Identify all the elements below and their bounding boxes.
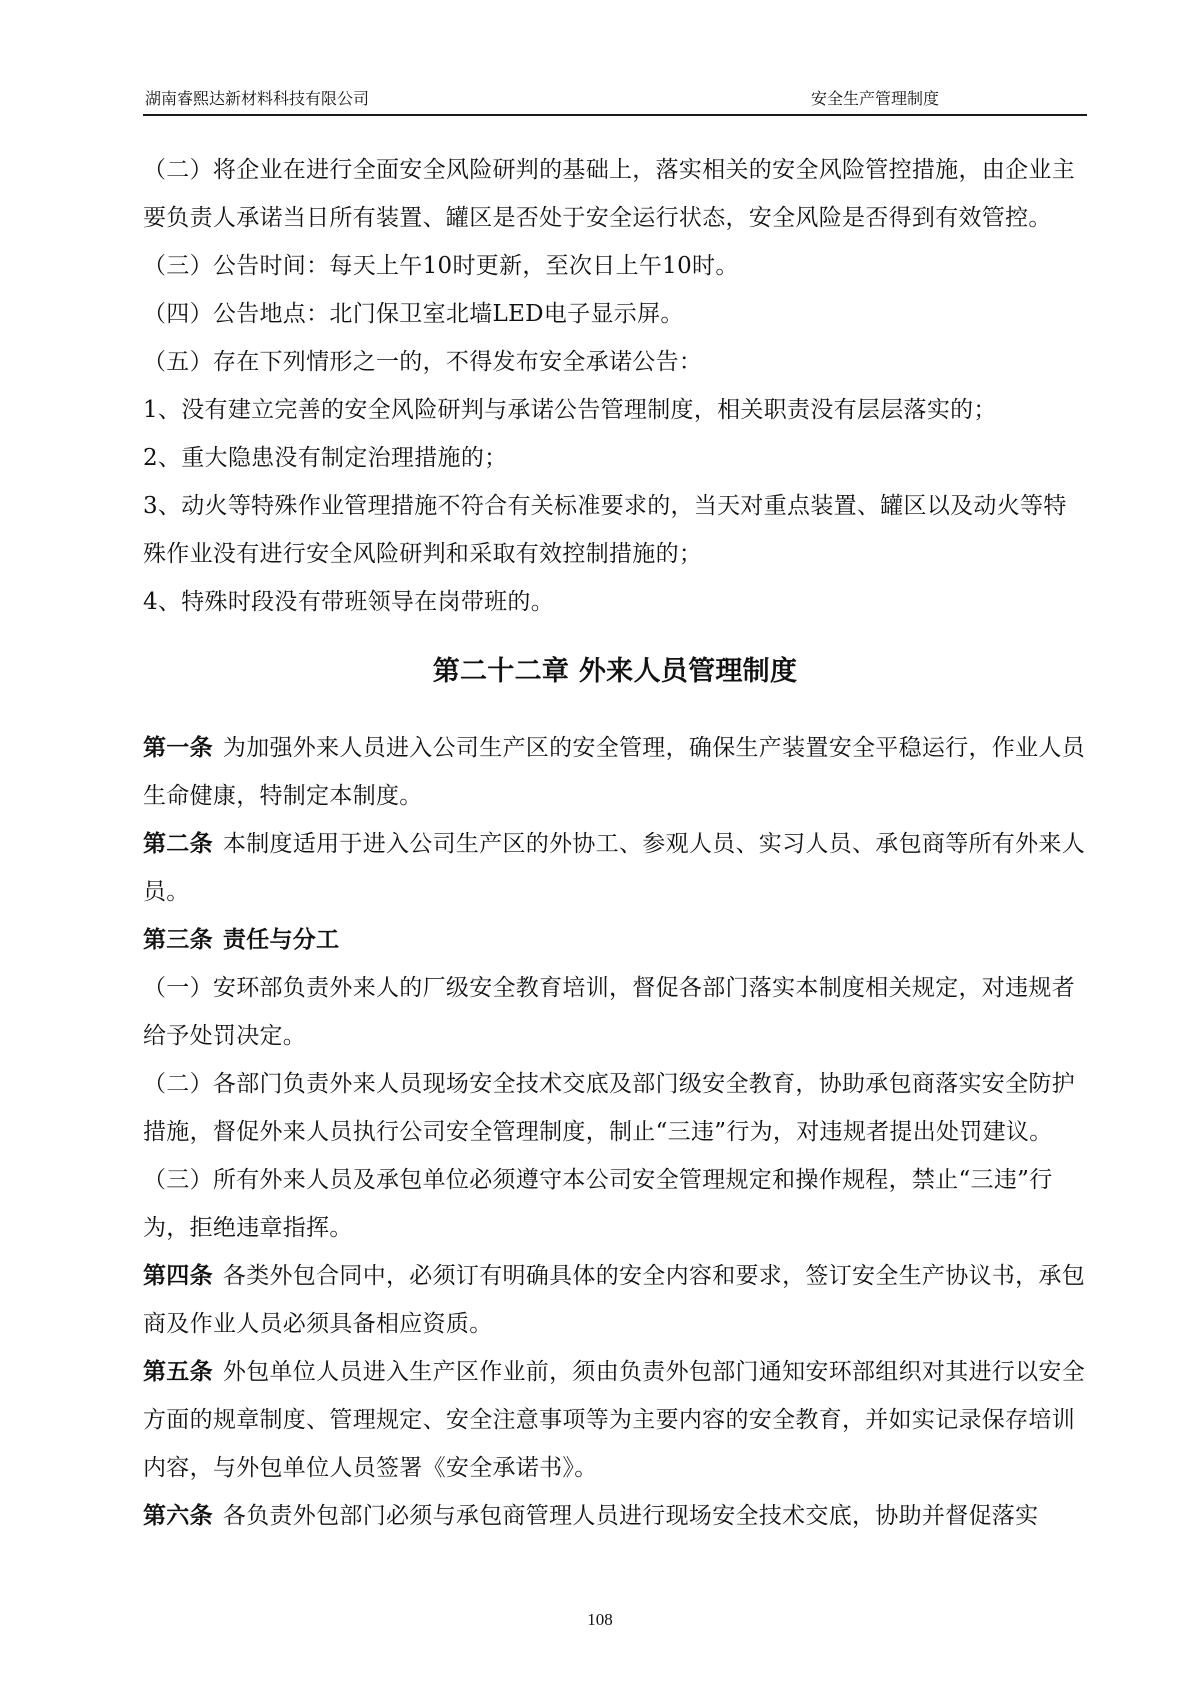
document-title: 安全生产管理制度 bbox=[811, 89, 940, 108]
page-header bbox=[143, 82, 1087, 116]
paragraph: （五）存在下列情形之一的，不得发布安全承诺公告： bbox=[143, 349, 703, 375]
article-1 bbox=[143, 724, 1087, 820]
article-text: 为加强外来人员进入公司生产区的安全管理，确保生产装置安全平稳运行，作业人员生命健康，特制定本制度。 bbox=[143, 735, 1086, 809]
article-label: 第六条 bbox=[143, 1503, 213, 1529]
sub-clause: （二）各部门负责外来人员现场安全技术交底及部门级安全教育，协助承包商落实安全防护措施，督促外来人员执行公司安全管理制度，制止“三违”行为，对违规者提出处罚建议。 bbox=[143, 1071, 1075, 1145]
article-text: 各负责外包部门必须与承包商管理人员进行现场安全技术交底，协助并督促落实 bbox=[222, 1503, 1039, 1529]
document-body bbox=[143, 146, 1087, 1540]
company-name: 湖南睿熙达新材料科技有限公司 bbox=[145, 89, 370, 108]
article-label: 第二条 bbox=[143, 831, 213, 857]
article-3 bbox=[143, 916, 1087, 964]
article-label: 第三条 bbox=[143, 927, 213, 953]
article-heading: 责任与分工 bbox=[222, 927, 340, 953]
article-text: 外包单位人员进入生产区作业前，须由负责外包部门通知安环部组织对其进行以安全方面的规章制度、管理规定、安全注意事项等为主要内容的安全教育，并如实记录保存培训内容，与外包单位人员签署《安全承诺书》。 bbox=[143, 1359, 1086, 1481]
article-text: 本制度适用于进入公司生产区的外协工、参观人员、实习人员、承包商等所有外来人员。 bbox=[143, 831, 1086, 905]
article-label: 第五条 bbox=[143, 1359, 213, 1385]
list-item: 4、特殊时段没有带班领导在岗带班的。 bbox=[143, 589, 555, 615]
paragraph: （四）公告地点：北门保卫室北墙LED电子显示屏。 bbox=[143, 301, 684, 327]
paragraph: （三）公告时间：每天上午10时更新，至次日上午10时。 bbox=[143, 253, 739, 279]
article-4 bbox=[143, 1252, 1087, 1348]
page-number: 108 bbox=[587, 1610, 613, 1629]
article-label: 第四条 bbox=[143, 1263, 213, 1289]
article-label: 第一条 bbox=[143, 735, 213, 761]
chapter-heading: 第二十二章 外来人员管理制度 bbox=[432, 656, 798, 687]
article-6 bbox=[143, 1492, 1087, 1540]
list-item: 3、动火等特殊作业管理措施不符合有关标准要求的，当天对重点装置、罐区以及动火等特殊作业没有进行安全风险研判和采取有效控制措施的； bbox=[143, 493, 1067, 567]
list-item: 1、没有建立完善的安全风险研判与承诺公告管理制度，相关职责没有层层落实的； bbox=[143, 397, 997, 423]
article-2 bbox=[143, 820, 1087, 916]
sub-clause: （三）所有外来人员及承包单位必须遵守本公司安全管理规定和操作规程，禁止“三违”行为，拒绝违章指挥。 bbox=[143, 1167, 1053, 1241]
article-text: 各类外包合同中，必须订有明确具体的安全内容和要求，签订安全生产协议书，承包商及作业人员必须具备相应资质。 bbox=[143, 1263, 1086, 1337]
paragraph: （二）将企业在进行全面安全风险研判的基础上，落实相关的安全风险管控措施，由企业主要负责人承诺当日所有装置、罐区是否处于安全运行状态，安全风险是否得到有效管控。 bbox=[143, 157, 1075, 231]
list-item: 2、重大隐患没有制定治理措施的； bbox=[143, 445, 508, 471]
sub-clause: （一）安环部负责外来人的厂级安全教育培训，督促各部门落实本制度相关规定，对违规者给予处罚决定。 bbox=[143, 975, 1075, 1049]
article-5 bbox=[143, 1348, 1087, 1492]
